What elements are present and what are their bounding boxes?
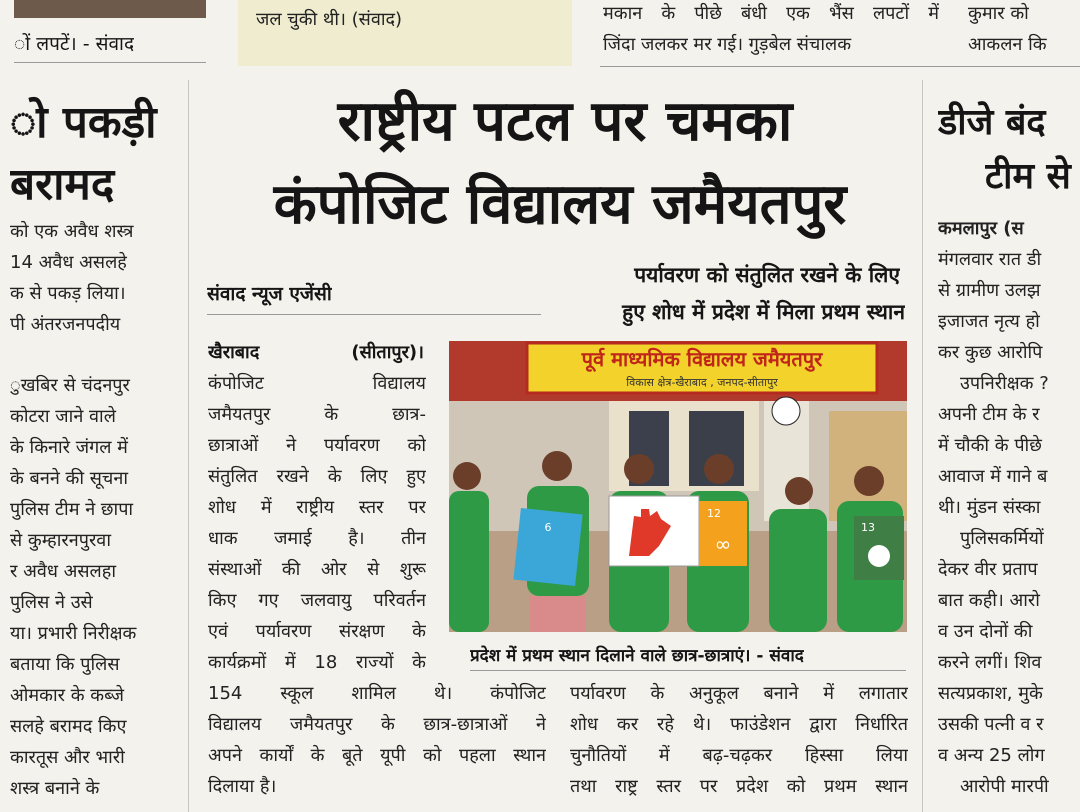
main-subhead-line2: हुए शोध में प्रदेश में मिला प्रथम स्थान xyxy=(622,300,905,324)
infinity-icon: ∞ xyxy=(714,532,732,556)
body-line: क से पकड़ लिया। xyxy=(10,283,126,304)
body-line: ुखबिर से चंदनपुर xyxy=(10,375,130,396)
main-dateline: खैराबाद (सीतापुर)। xyxy=(208,342,424,363)
body-line xyxy=(10,340,174,370)
left-headline-line1: ो पकड़ी xyxy=(10,97,157,148)
student-head xyxy=(542,451,572,481)
body-line: के बनने की सूचना xyxy=(10,468,128,489)
news-photo xyxy=(449,341,907,632)
body-line: एवं पर्यावरण संरक्षण के xyxy=(208,621,426,642)
top-left-photo-fragment xyxy=(14,0,206,18)
body-line: सत्यप्रकाश, मुके xyxy=(938,683,1043,704)
body-line: में चौकी के पीछे xyxy=(938,435,1042,456)
body-line: पुलिसकर्मियों xyxy=(960,528,1044,549)
sdg-card-number: 6 xyxy=(544,521,552,534)
top-right-rule xyxy=(600,66,1080,67)
byline-rule xyxy=(207,314,541,315)
body-line: देकर वीर प्रताप xyxy=(938,559,1038,580)
sdg-card-water xyxy=(513,508,582,586)
yellow-box-text: जल चुकी थी। (संवाद) xyxy=(256,9,403,30)
top-right-snippet xyxy=(968,0,1080,60)
left-column-divider xyxy=(188,80,189,812)
top-right-line: आकलन कि xyxy=(968,34,1047,55)
main-wide-body xyxy=(208,678,546,802)
body-line: अपने कार्यों के बूते यूपी को पहला स्थान xyxy=(208,745,546,766)
body-line: करने लगीं। शिव xyxy=(938,652,1042,673)
body-line: धाक जमाई है। तीन xyxy=(208,528,426,549)
panda-drawing xyxy=(772,397,800,425)
left-article-body xyxy=(10,216,174,804)
body-line: दिलाया है। xyxy=(208,776,277,797)
student-head xyxy=(785,477,813,505)
body-line: शस्त्र बनाने के xyxy=(10,778,100,799)
body-line: तथा राष्ट्र स्तर पर प्रदेश को प्रथम स्थान xyxy=(570,776,908,797)
main-col1-body xyxy=(208,368,426,678)
body-line: छात्राओं ने पर्यावरण को xyxy=(208,435,426,456)
body-line: व उन दोनों की xyxy=(938,621,1033,642)
body-line: पुलिस टीम ने छापा xyxy=(10,499,134,520)
student-uniform xyxy=(449,491,489,632)
body-line: 14 अवैध असलहे xyxy=(10,252,127,273)
student-uniform xyxy=(769,509,827,632)
body-line: कारतूस और भारी xyxy=(10,747,125,768)
main-byline: संवाद न्यूज एजेंसी xyxy=(207,283,332,305)
body-line: बताया कि पुलिस xyxy=(10,654,120,675)
body-line: से ग्रामीण उलझ xyxy=(938,280,1041,301)
top-center-snippet xyxy=(603,0,939,60)
student-head xyxy=(854,466,884,496)
sdg-card-number: 12 xyxy=(707,507,721,520)
school-sign-text: पूर्व माध्यमिक विद्यालय जमैयतपुर xyxy=(581,347,823,371)
body-line: शोध कर रहे थे। फाउंडेशन द्वारा निर्धारित xyxy=(570,714,908,735)
body-line: पी अंतरजनपदीय xyxy=(10,314,121,335)
top-center-line: जिंदा जलकर मर गई। गुड़बेल संचालक xyxy=(603,34,852,55)
body-line: उसकी पत्नी व र xyxy=(938,714,1044,735)
body-line: संस्थाओं की ओर से शुरू xyxy=(208,559,426,580)
body-line: आवाज में गाने ब xyxy=(938,466,1048,487)
body-line: कंपोजिट विद्यालय xyxy=(208,373,426,394)
caption-rule xyxy=(470,670,906,671)
right-article-body xyxy=(938,213,1080,802)
body-line: सलहे बरामद किए xyxy=(10,716,127,737)
school-subsign-text: विकास क्षेत्र-खैराबाद , जनपद-सीतापुर xyxy=(626,376,778,389)
globe-icon xyxy=(868,545,890,567)
body-line: शोध में राष्ट्रीय स्तर पर xyxy=(208,497,426,518)
body-line: से कुम्हारनपुरवा xyxy=(10,530,111,551)
body-line: आरोपी मारपी xyxy=(960,776,1049,797)
body-line: व अन्य 25 लोग xyxy=(938,745,1045,766)
body-line: मंगलवार रात डी xyxy=(938,249,1042,270)
body-line: कोटरा जाने वाले xyxy=(10,406,116,427)
body-line: जमैयतपुर के छात्र- xyxy=(208,404,426,425)
top-left-rule xyxy=(14,62,206,63)
main-subhead-line1: पर्यावरण को संतुलित रखने के लिए xyxy=(634,263,900,287)
right-headline-line1: डीजे बंद xyxy=(938,102,1046,143)
body-line: र अवैध असलहा xyxy=(10,561,116,582)
body-line: पर्यावरण के अनुकूल बनाने में लगातार xyxy=(570,683,908,704)
photo-illustration xyxy=(449,341,907,632)
body-line: विद्यालय जमैयतपुर के छात्र-छात्राओं ने xyxy=(208,714,546,735)
body-line: पुलिस ने उसे xyxy=(10,592,93,613)
body-line: किए गए जलवायु परिवर्तन xyxy=(208,590,426,611)
body-line: थी। मुंडन संस्का xyxy=(938,497,1041,518)
body-line: अपनी टीम के र xyxy=(938,404,1040,425)
student-head xyxy=(624,454,654,484)
right-column-divider xyxy=(922,80,923,812)
student-head xyxy=(453,462,481,490)
sdg-card-number: 13 xyxy=(861,521,875,534)
main-headline-line2: कंपोजिट विद्यालय जमैयतपुर xyxy=(273,172,847,237)
body-line: कमलापुर (स xyxy=(938,218,1024,239)
photo-caption: प्रदेश में प्रथम स्थान दिलाने वाले छात्र-छात्राएं। - संवाद xyxy=(470,646,804,666)
body-line: इजाजत नृत्य हो xyxy=(938,311,1040,332)
top-right-line: कुमार को xyxy=(968,3,1029,24)
body-line: कर कुछ आरोपि xyxy=(938,342,1043,363)
body-line: कार्यक्रमों में 18 राज्यों के xyxy=(208,652,426,673)
main-headline-line1: राष्ट्रीय पटल पर चमका xyxy=(337,89,793,154)
body-line: 154 स्कूल शामिल थे। कंपोजिट xyxy=(208,683,546,704)
body-line: चुनौतियों में बढ़-चढ़कर हिस्सा लिया xyxy=(570,745,908,766)
body-line: संतुलित रखने के लिए हुए xyxy=(208,466,426,487)
left-headline-line2: बरामद xyxy=(10,159,115,210)
body-line: उपनिरीक्षक ? xyxy=(960,373,1049,394)
body-line: के किनारे जंगल में xyxy=(10,437,128,458)
body-line: बात कही। आरो xyxy=(938,590,1040,611)
body-line: या। प्रभारी निरीक्षक xyxy=(10,623,137,644)
body-line: ओमकार के कब्जे xyxy=(10,685,124,706)
right-headline-line2: टीम से xyxy=(985,156,1071,197)
top-left-snippet: ों लपटें। - संवाद xyxy=(14,33,135,55)
student-head xyxy=(704,454,734,484)
top-center-line: मकान के पीछे बंधी एक भैंस लपटों में xyxy=(603,3,939,24)
student-skirt xyxy=(529,596,585,632)
body-line: को एक अवैध शस्त्र xyxy=(10,221,134,242)
main-col2-body xyxy=(570,678,908,802)
